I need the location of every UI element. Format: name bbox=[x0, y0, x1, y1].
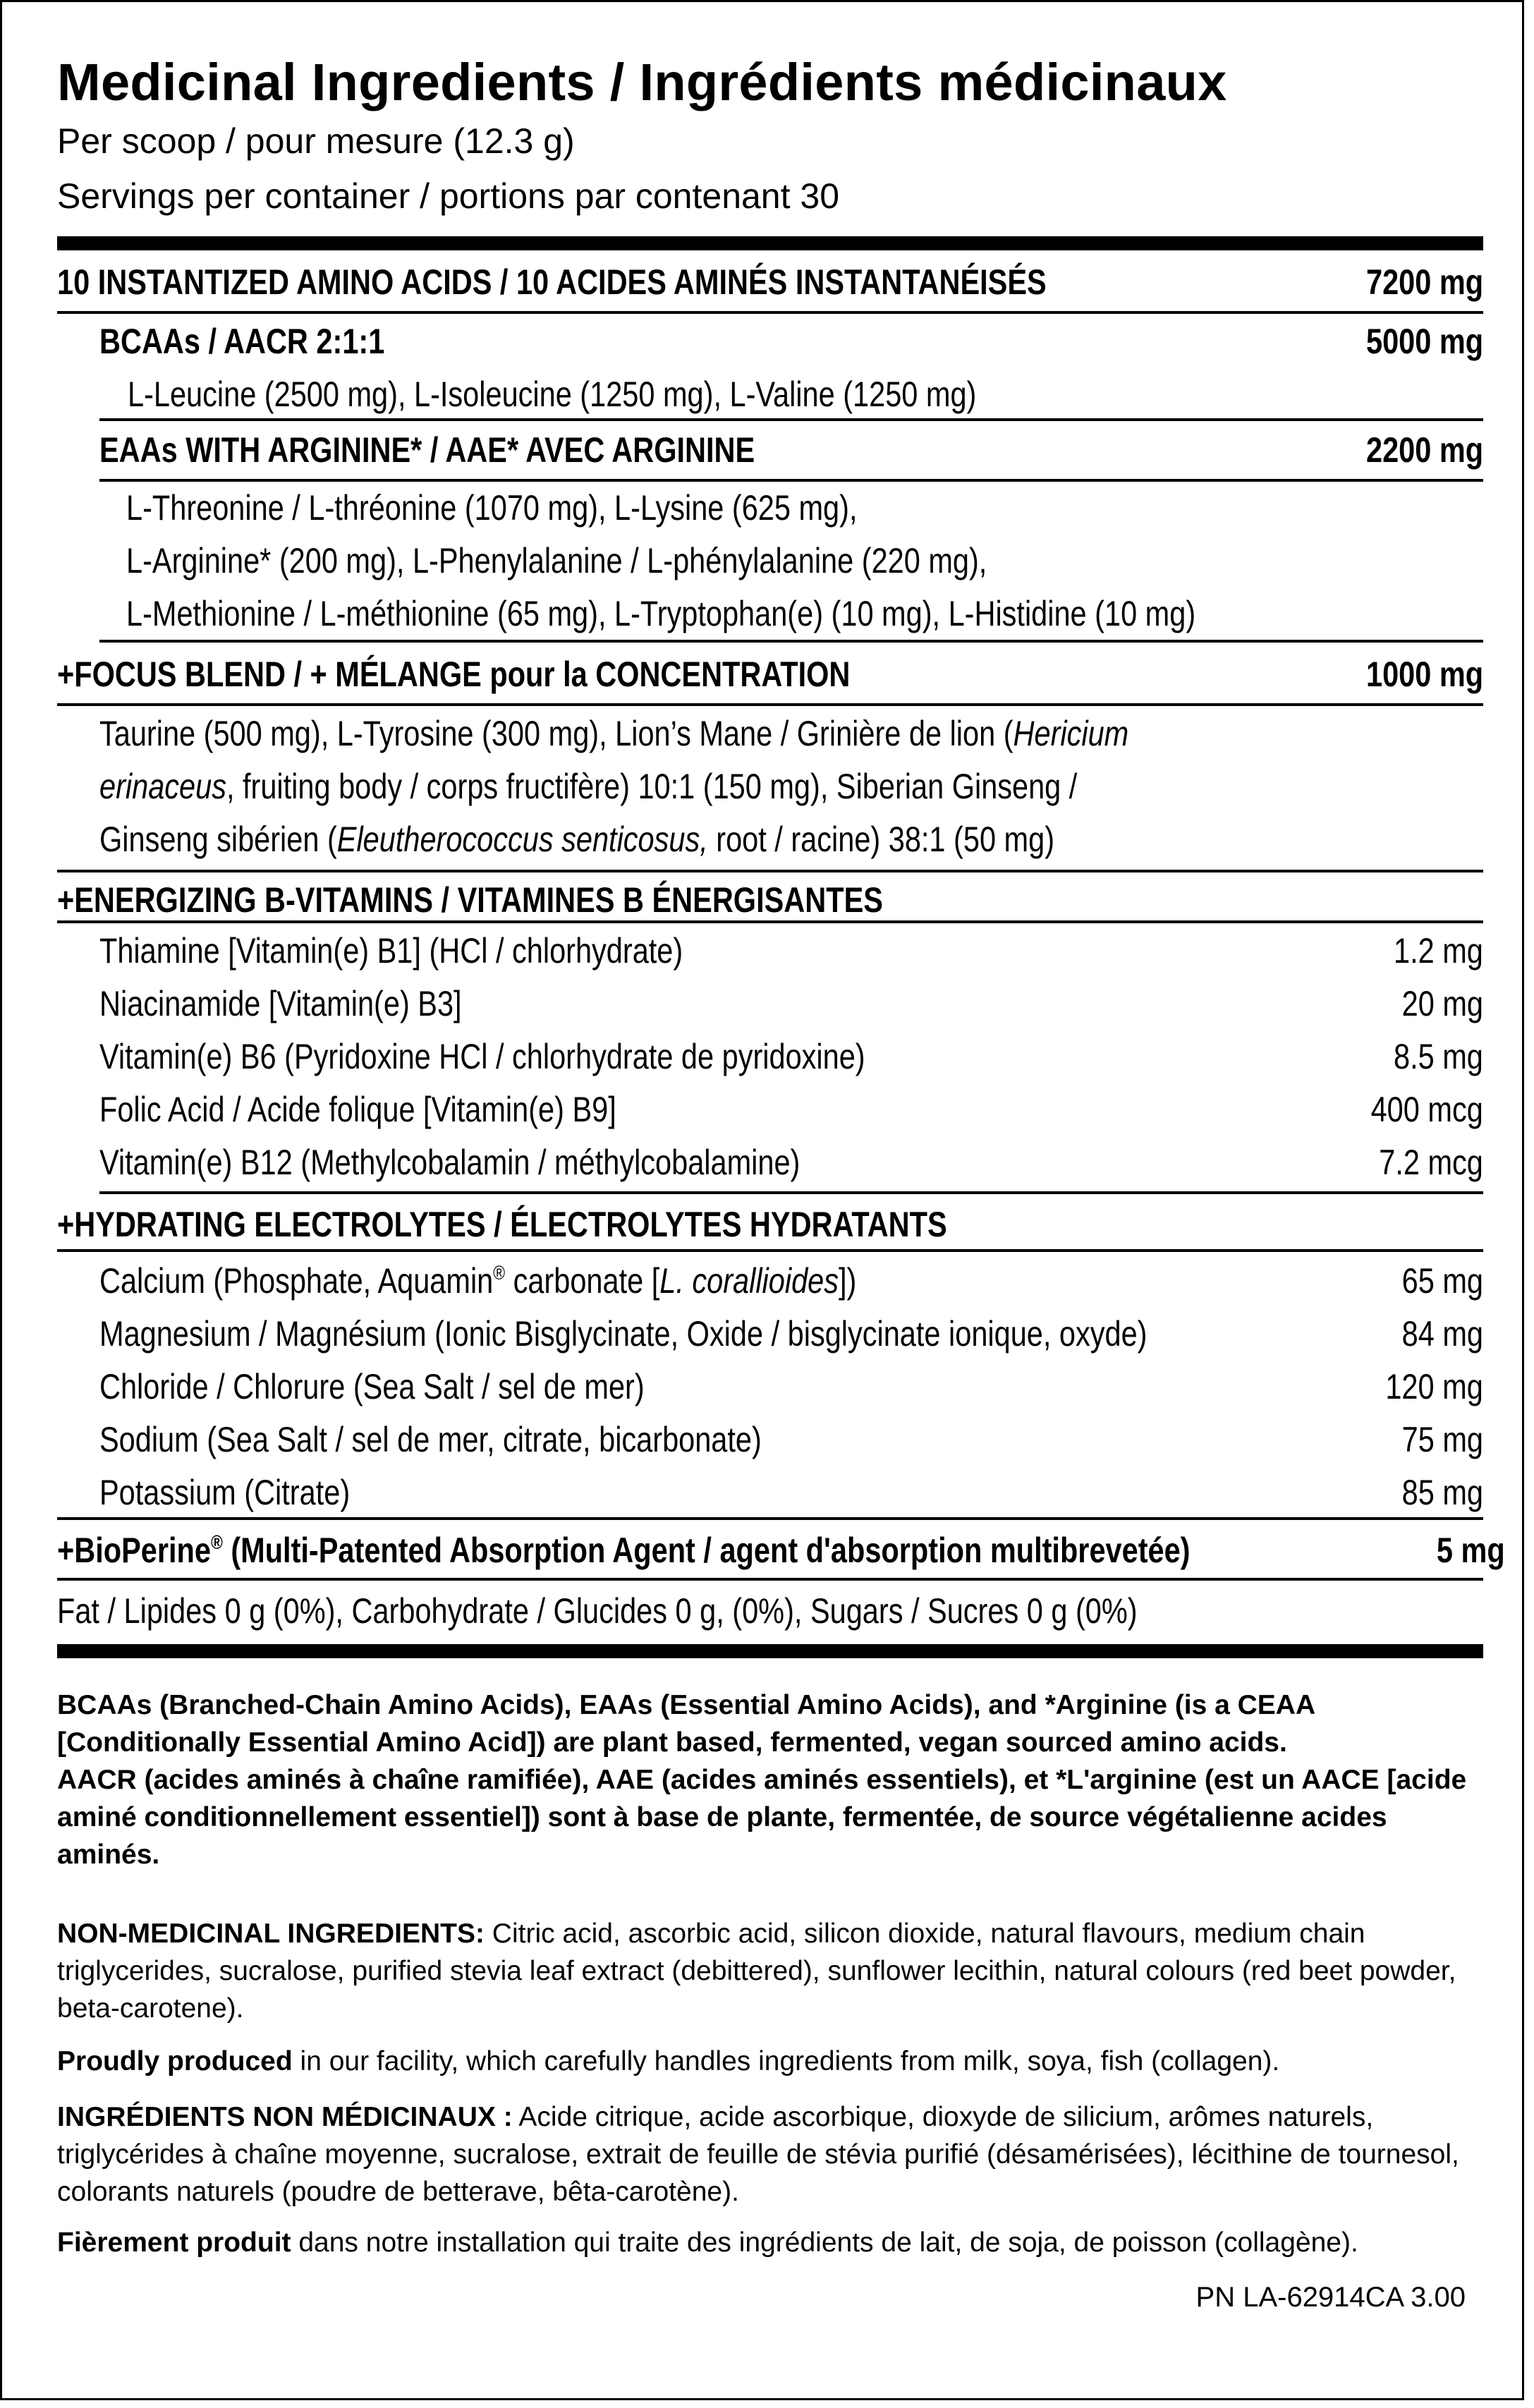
focus-detail-3c: root / racine) 38:1 (50 mg) bbox=[707, 820, 1055, 859]
calcium-name-b: carbonate [ bbox=[505, 1261, 660, 1301]
eaa-detail-2: L-Arginine* (200 mg), L-Phenylalanine / L-phénylalanine (220 mg), bbox=[126, 541, 987, 580]
panel-title: Medicinal Ingredients / Ingrédients médicinaux bbox=[57, 53, 1227, 111]
vitamins-label: +ENERGIZING B-VITAMINS / VITAMINES B ÉNERGISANTES bbox=[57, 880, 883, 920]
eaa-detail-3: L-Methionine / L-méthionine (65 mg), L-Tryptophan(e) (10 mg), L-Histidine (10 mg) bbox=[126, 594, 1196, 633]
nmi-text: Citric acid, ascorbic acid, silicon dioxide, natural flavours, medium chain triglycerides, sucralose, purified stevia leaf extract (debittered), sunflower lecithin, natural colours (red beet powder, beta-carotene). bbox=[57, 1919, 1456, 2024]
vitamin-name: Thiamine [Vitamin(e) B1] (HCl / chlorhydrate) bbox=[99, 931, 683, 971]
amino-acids-label: 10 INSTANTIZED AMINO ACIDS / 10 ACIDES AMINÉS INSTANTANÉISÉS bbox=[57, 262, 1047, 302]
focus-detail-3b: Eleutherococcus senticosus, bbox=[336, 820, 708, 859]
vitamins-list bbox=[99, 925, 1483, 1194]
vitamin-amount: 1.2 mg bbox=[1394, 931, 1483, 971]
electrolyte-amount: 85 mg bbox=[1401, 1473, 1483, 1512]
vitamins-row bbox=[57, 872, 1483, 923]
vitamin-name: Niacinamide [Vitamin(e) B3] bbox=[99, 984, 462, 1023]
amino-acids-amount: 7200 mg bbox=[1365, 262, 1483, 302]
allergen-statement-fr bbox=[57, 2224, 1479, 2261]
bioperine-amount: 5 mg bbox=[1436, 1531, 1505, 1570]
amino-acids-row bbox=[57, 256, 1483, 314]
inm-label: INGRÉDIENTS NON MÉDICINAUX : bbox=[57, 2102, 513, 2132]
calcium-name-a: Calcium (Phosphate, Aquamin bbox=[99, 1261, 494, 1301]
bioperine-rest: (Multi-Patented Absorption Agent / agent d'absorption multibrevetée) bbox=[222, 1531, 1191, 1570]
calcium-name-d: ]) bbox=[838, 1261, 857, 1301]
amino-footnote-en: BCAAs (Branched-Chain Amino Acids), EAAs (Essential Amino Acids), and *Arginine (is a CEAA [Conditionally Essential Amino Acid]) are plant based, fermented, vegan sourced amino acids. bbox=[57, 1690, 1315, 1758]
vitamin-name: Folic Acid / Acide folique [Vitamin(e) B9] bbox=[99, 1090, 616, 1129]
eaa-block bbox=[99, 424, 1483, 643]
focus-detail-1b: Hericium bbox=[1013, 714, 1129, 753]
focus-detail-2a: erinaceus bbox=[99, 767, 226, 806]
vitamin-amount: 400 mcg bbox=[1370, 1090, 1483, 1129]
eaa-label: EAAs WITH ARGININE* / AAE* AVEC ARGININE bbox=[99, 430, 755, 470]
nmi-label: NON-MEDICINAL INGREDIENTS: bbox=[57, 1919, 485, 1949]
allergen-statement-en bbox=[57, 2043, 1479, 2080]
focus-blend-amount: 1000 mg bbox=[1365, 655, 1483, 694]
focus-detail-2b: , fruiting body / corps fructifère) 10:1 (150 mg), Siberian Ginseng / bbox=[226, 767, 1078, 806]
calcium-amount: 65 mg bbox=[1401, 1261, 1483, 1301]
non-medicinal-ingredients-fr bbox=[57, 2098, 1479, 2211]
eaa-amount: 2200 mg bbox=[1365, 430, 1483, 470]
bcaa-block bbox=[99, 314, 1483, 421]
electrolyte-amount: 75 mg bbox=[1401, 1420, 1483, 1459]
focus-detail-1a: Taurine (500 mg), L-Tyrosine (300 mg), Lion’s Mane / Grinière de lion ( bbox=[99, 714, 1013, 753]
electrolytes-list bbox=[99, 1255, 1483, 1523]
top-thick-rule bbox=[57, 236, 1483, 250]
registered-mark: ® bbox=[493, 1261, 506, 1284]
eaa-detail-1: L-Threonine / L-thréonine (1070 mg), L-Lysine (625 mg), bbox=[126, 488, 858, 528]
electrolyte-name: Sodium (Sea Salt / sel de mer, citrate, bicarbonate) bbox=[99, 1420, 762, 1459]
electrolyte-amount: 120 mg bbox=[1385, 1367, 1483, 1406]
per-scoop: Per scoop / pour mesure (12.3 g) bbox=[57, 121, 575, 161]
vitamin-amount: 8.5 mg bbox=[1394, 1037, 1483, 1076]
electrolyte-amount: 84 mg bbox=[1401, 1314, 1483, 1354]
fat-carb-sugar-line: Fat / Lipides 0 g (0%), Carbohydrate / Glucides 0 g, (0%), Sugars / Sucres 0 g (0%) bbox=[57, 1591, 1138, 1631]
electrolyte-name: Magnesium / Magnésium (Ionic Bisglycinate, Oxide / bisglycinate ionique, oxyde) bbox=[99, 1314, 1148, 1354]
bottom-thick-rule bbox=[57, 1644, 1483, 1658]
electrolytes-row bbox=[57, 1197, 1483, 1252]
product-number: PN LA-62914CA 3.00 bbox=[1195, 2282, 1466, 2313]
calcium-name-c: L. corallioides bbox=[659, 1261, 839, 1301]
bioperine-prefix: +BioPerine bbox=[57, 1531, 211, 1570]
amino-footnote-fr: AACR (acides aminés à chaîne ramifiée), AAE (acides aminés essentiels), et *L'arginine (est un AACE [acide aminé conditionnellement essentiel]) sont à base de plante, fermentée, de source végétalienne acides aminés. bbox=[57, 1765, 1467, 1870]
footnotes bbox=[57, 1686, 1479, 1873]
inm-text: Acide citrique, acide ascorbique, dioxyde de silicium, arômes naturels, triglycérides à chaîne moyenne, sucralose, extrait de feuille de stévia purifié (désamérisées), lécithine de tournesol, colorants naturels (poudre de betterave, bêta-carotène). bbox=[57, 2102, 1459, 2207]
electrolyte-name: Chloride / Chlorure (Sea Salt / sel de mer) bbox=[99, 1367, 645, 1406]
fier-label: Fièrement produit bbox=[57, 2227, 291, 2258]
electrolytes-label: +HYDRATING ELECTROLYTES / ÉLECTROLYTES HYDRATANTS bbox=[57, 1205, 947, 1244]
fier-text: dans notre installation qui traite des ingrédients de lait, de soja, de poisson (collagène). bbox=[291, 2227, 1358, 2258]
electrolyte-name: Potassium (Citrate) bbox=[99, 1473, 351, 1512]
focus-detail-3a: Ginseng sibérien ( bbox=[99, 820, 337, 859]
fat-carb-sugar-row bbox=[57, 1583, 1483, 1640]
vitamin-amount: 7.2 mcg bbox=[1379, 1143, 1483, 1182]
bcaa-amount: 5000 mg bbox=[1365, 322, 1483, 361]
bcaa-detail: L-Leucine (2500 mg), L-Isoleucine (1250 mg), L-Valine (1250 mg) bbox=[128, 375, 977, 414]
focus-blend-label: +FOCUS BLEND / + MÉLANGE pour la CONCENTRATION bbox=[57, 655, 851, 694]
vitamin-name: Vitamin(e) B12 (Methylcobalamin / méthylcobalamine) bbox=[99, 1143, 801, 1182]
vitamin-amount: 20 mg bbox=[1401, 984, 1483, 1023]
focus-blend-detail bbox=[57, 706, 1483, 872]
proud-label: Proudly produced bbox=[57, 2046, 293, 2076]
servings-per-container: Servings per container / portions par contenant 30 bbox=[57, 176, 840, 216]
focus-blend-row bbox=[57, 645, 1483, 706]
non-medicinal-ingredients-en bbox=[57, 1915, 1479, 2027]
bioperine-row bbox=[57, 1517, 1505, 1581]
proud-text: in our facility, which carefully handles ingredients from milk, soya, fish (collagen). bbox=[292, 2046, 1280, 2076]
bcaa-label: BCAAs / AACR 2:1:1 bbox=[99, 322, 385, 361]
vitamin-name: Vitamin(e) B6 (Pyridoxine HCl / chlorhydrate de pyridoxine) bbox=[99, 1037, 865, 1076]
registered-mark: ® bbox=[210, 1531, 223, 1553]
panel-header bbox=[57, 51, 1482, 224]
